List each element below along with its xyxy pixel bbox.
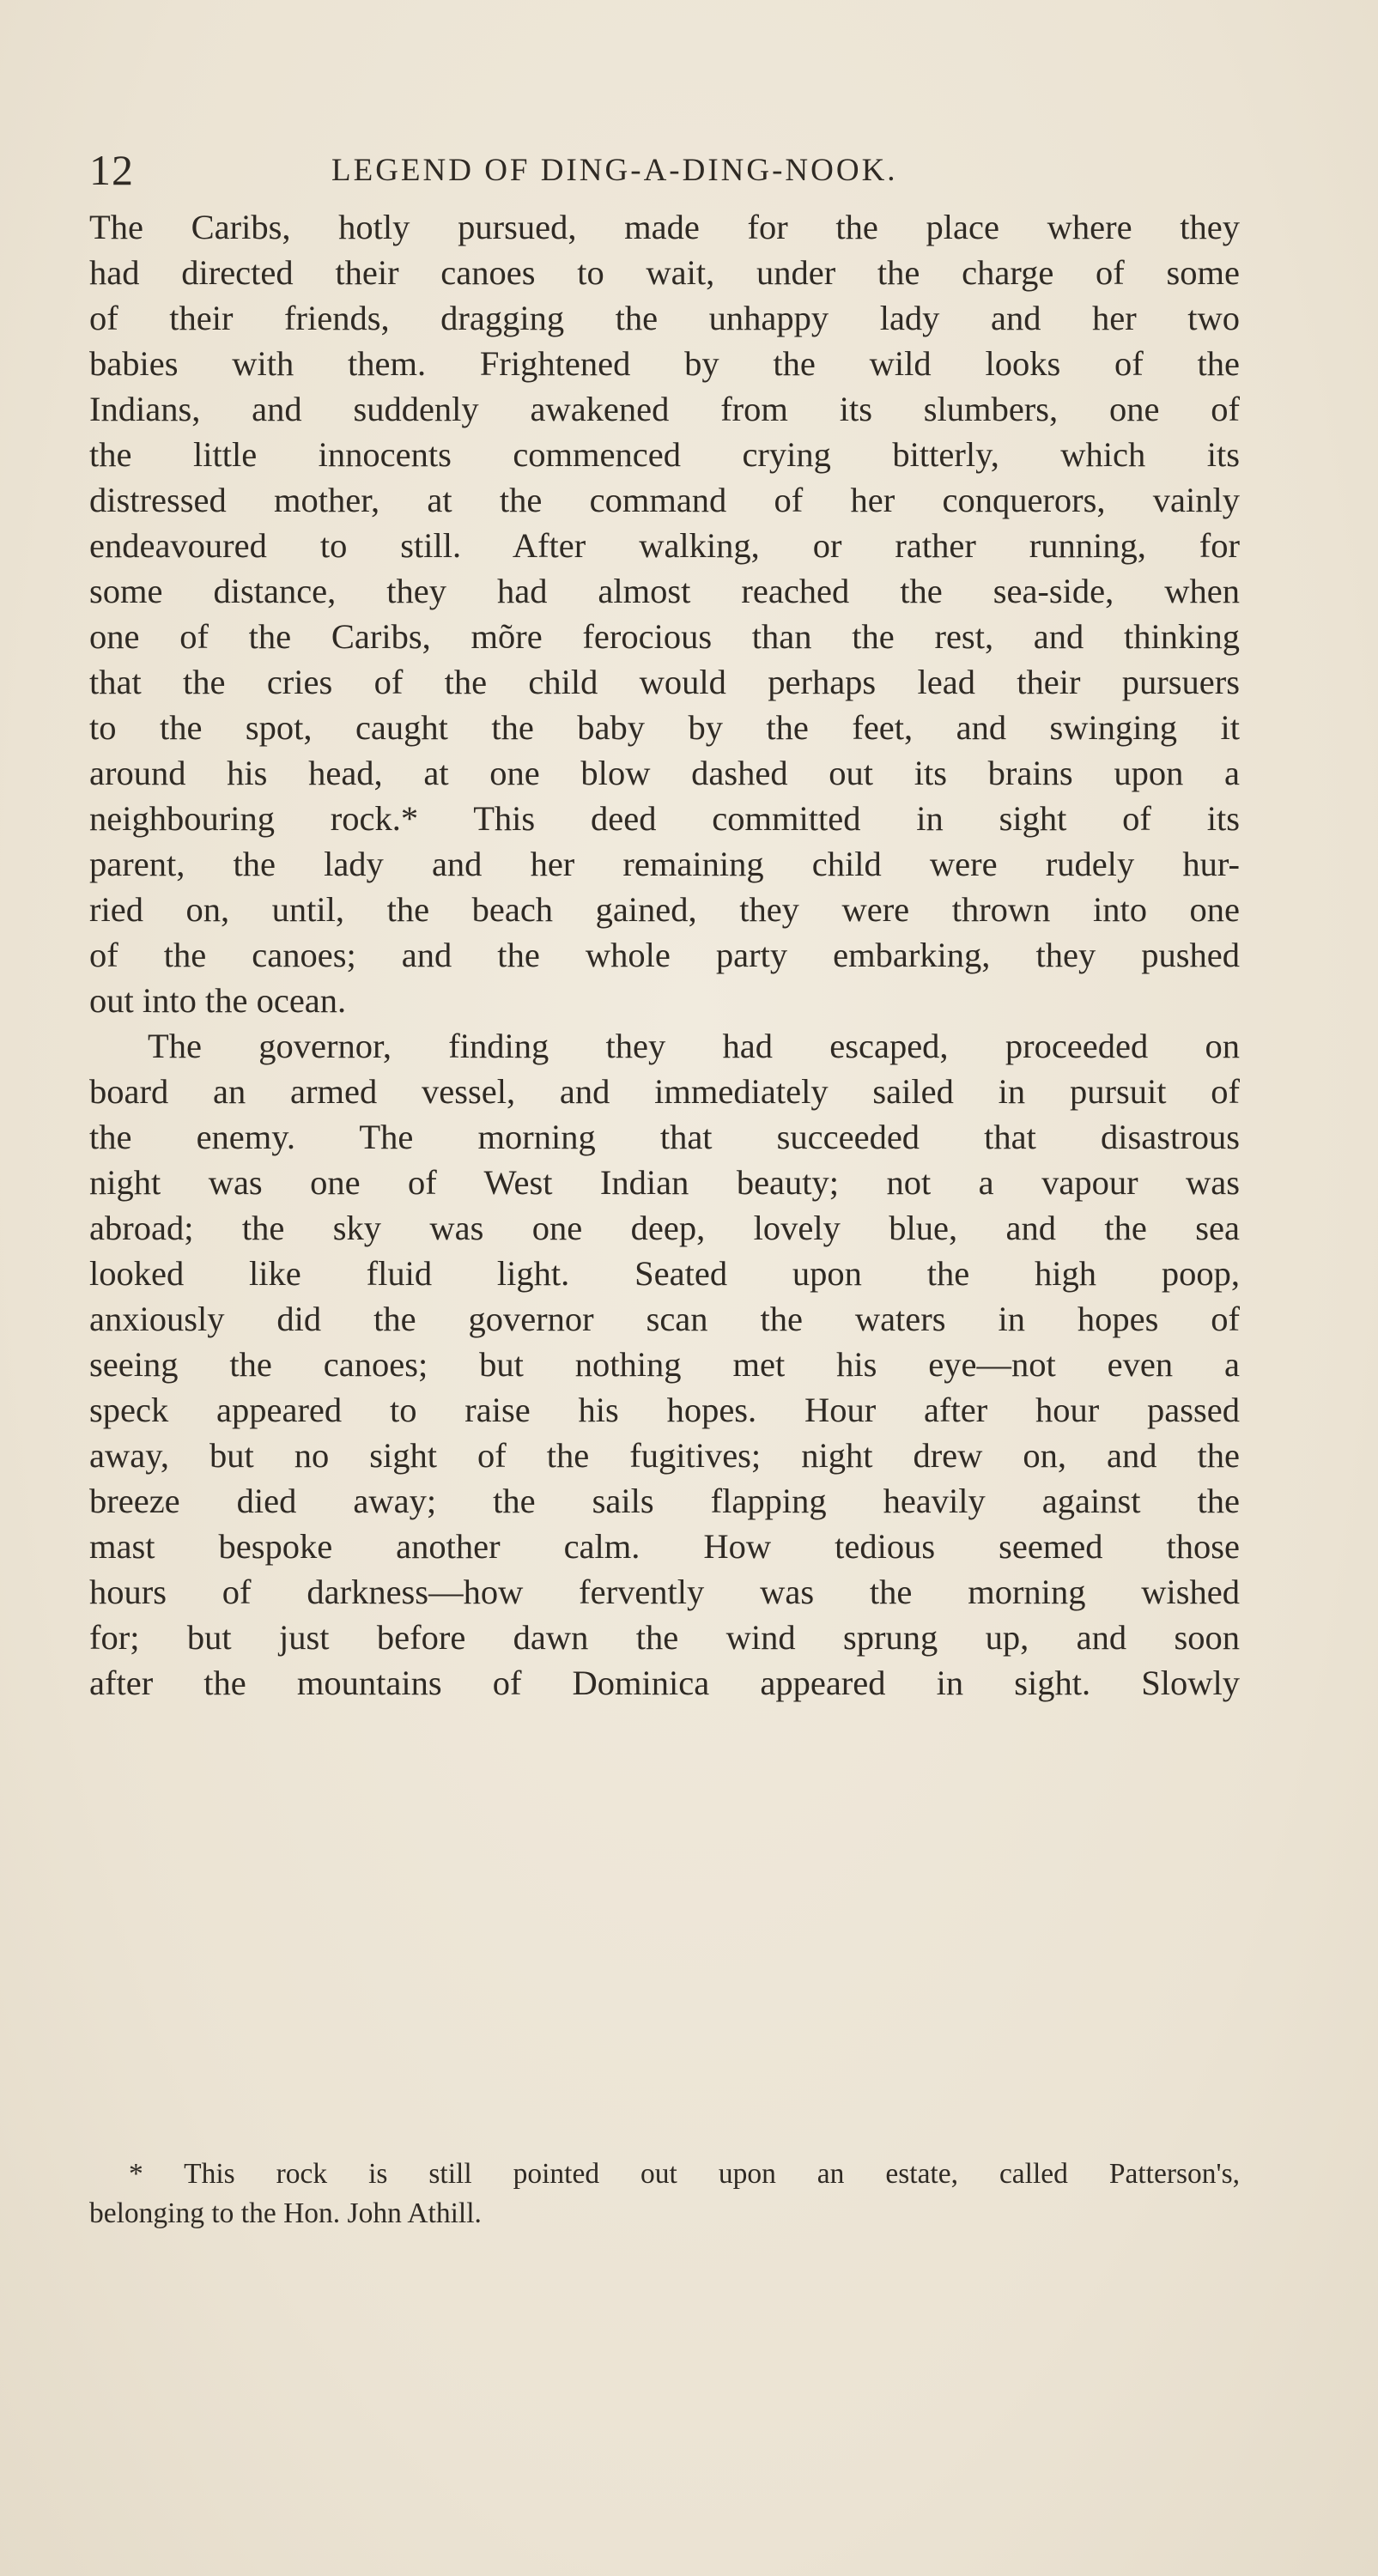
text-line: the enemy. The morning that succeeded that disastrous: [89, 1118, 1240, 1156]
text-line: one of the Caribs, mõre ferocious than the rest, and thinking: [89, 617, 1240, 656]
text-line: speck appeared to raise his hopes. Hour after hour passed: [89, 1391, 1240, 1429]
footnote: [89, 2155, 1240, 2234]
text-line: neighbouring rock.* This deed committed in sight of its: [89, 799, 1240, 838]
text-line: had directed their canoes to wait, under the charge of some: [89, 253, 1240, 292]
text-line: breeze died away; the sails flapping heavily against the: [89, 1482, 1240, 1520]
text-line: abroad; the sky was one deep, lovely blue, and the sea: [89, 1209, 1240, 1247]
text-line: distressed mother, at the command of her conquerors, vainly: [89, 481, 1240, 519]
text-line: the little innocents commenced crying bitterly, which its: [89, 435, 1240, 474]
text-line: babies with them. Frightened by the wild looks of the: [89, 344, 1240, 383]
text-line: away, but no sight of the fugitives; night drew on, and the: [89, 1436, 1240, 1475]
footnote-line: belonging to the Hon. John Athill.: [89, 2197, 482, 2229]
text-line: The governor, finding they had escaped, proceeded on: [148, 1027, 1240, 1065]
text-line: of their friends, dragging the unhappy lady and her two: [89, 299, 1240, 337]
text-line: night was one of West Indian beauty; not a vapour was: [89, 1163, 1240, 1202]
text-line: after the mountains of Dominica appeared in sight. Slowly: [89, 1664, 1240, 1702]
text-line: to the spot, caught the baby by the feet, and swinging it: [89, 708, 1240, 747]
text-line: ried on, until, the beach gained, they were thrown into one: [89, 890, 1240, 929]
footnote-line: * This rock is still pointed out upon an estate, called Patterson's,: [129, 2158, 1240, 2190]
text-line: endeavoured to still. After walking, or rather running, for: [89, 526, 1240, 565]
running-title: LEGEND OF DING-A-DING-NOOK.: [331, 153, 898, 188]
text-line: hours of darkness—how fervently was the morning wished: [89, 1573, 1240, 1611]
text-line: Indians, and suddenly awakened from its slumbers, one of: [89, 390, 1240, 428]
text-line: some distance, they had almost reached the sea-side, when: [89, 572, 1240, 610]
body-text: [89, 204, 1240, 1706]
text-line: of the canoes; and the whole party embarking, they pushed: [89, 936, 1240, 974]
running-head: [89, 144, 1308, 196]
text-line: mast bespoke another calm. How tedious seemed those: [89, 1527, 1240, 1566]
page-number: 12: [89, 146, 134, 194]
text-line: seeing the canoes; but nothing met his eye—not even a: [89, 1345, 1240, 1384]
text-line: looked like fluid light. Seated upon the high poop,: [89, 1254, 1240, 1293]
text-line: parent, the lady and her remaining child were rudely hur-: [89, 845, 1240, 883]
text-line: anxiously did the governor scan the waters in hopes of: [89, 1300, 1240, 1338]
text-line: around his head, at one blow dashed out its brains upon a: [89, 754, 1240, 792]
text-line: that the cries of the child would perhaps lead their pursuers: [89, 663, 1240, 701]
text-line: board an armed vessel, and immediately sailed in pursuit of: [89, 1072, 1240, 1111]
text-line: The Caribs, hotly pursued, made for the place where they: [89, 208, 1240, 246]
text-line: for; but just before dawn the wind sprung up, and soon: [89, 1618, 1240, 1657]
text-line: out into the ocean.: [89, 981, 347, 1020]
